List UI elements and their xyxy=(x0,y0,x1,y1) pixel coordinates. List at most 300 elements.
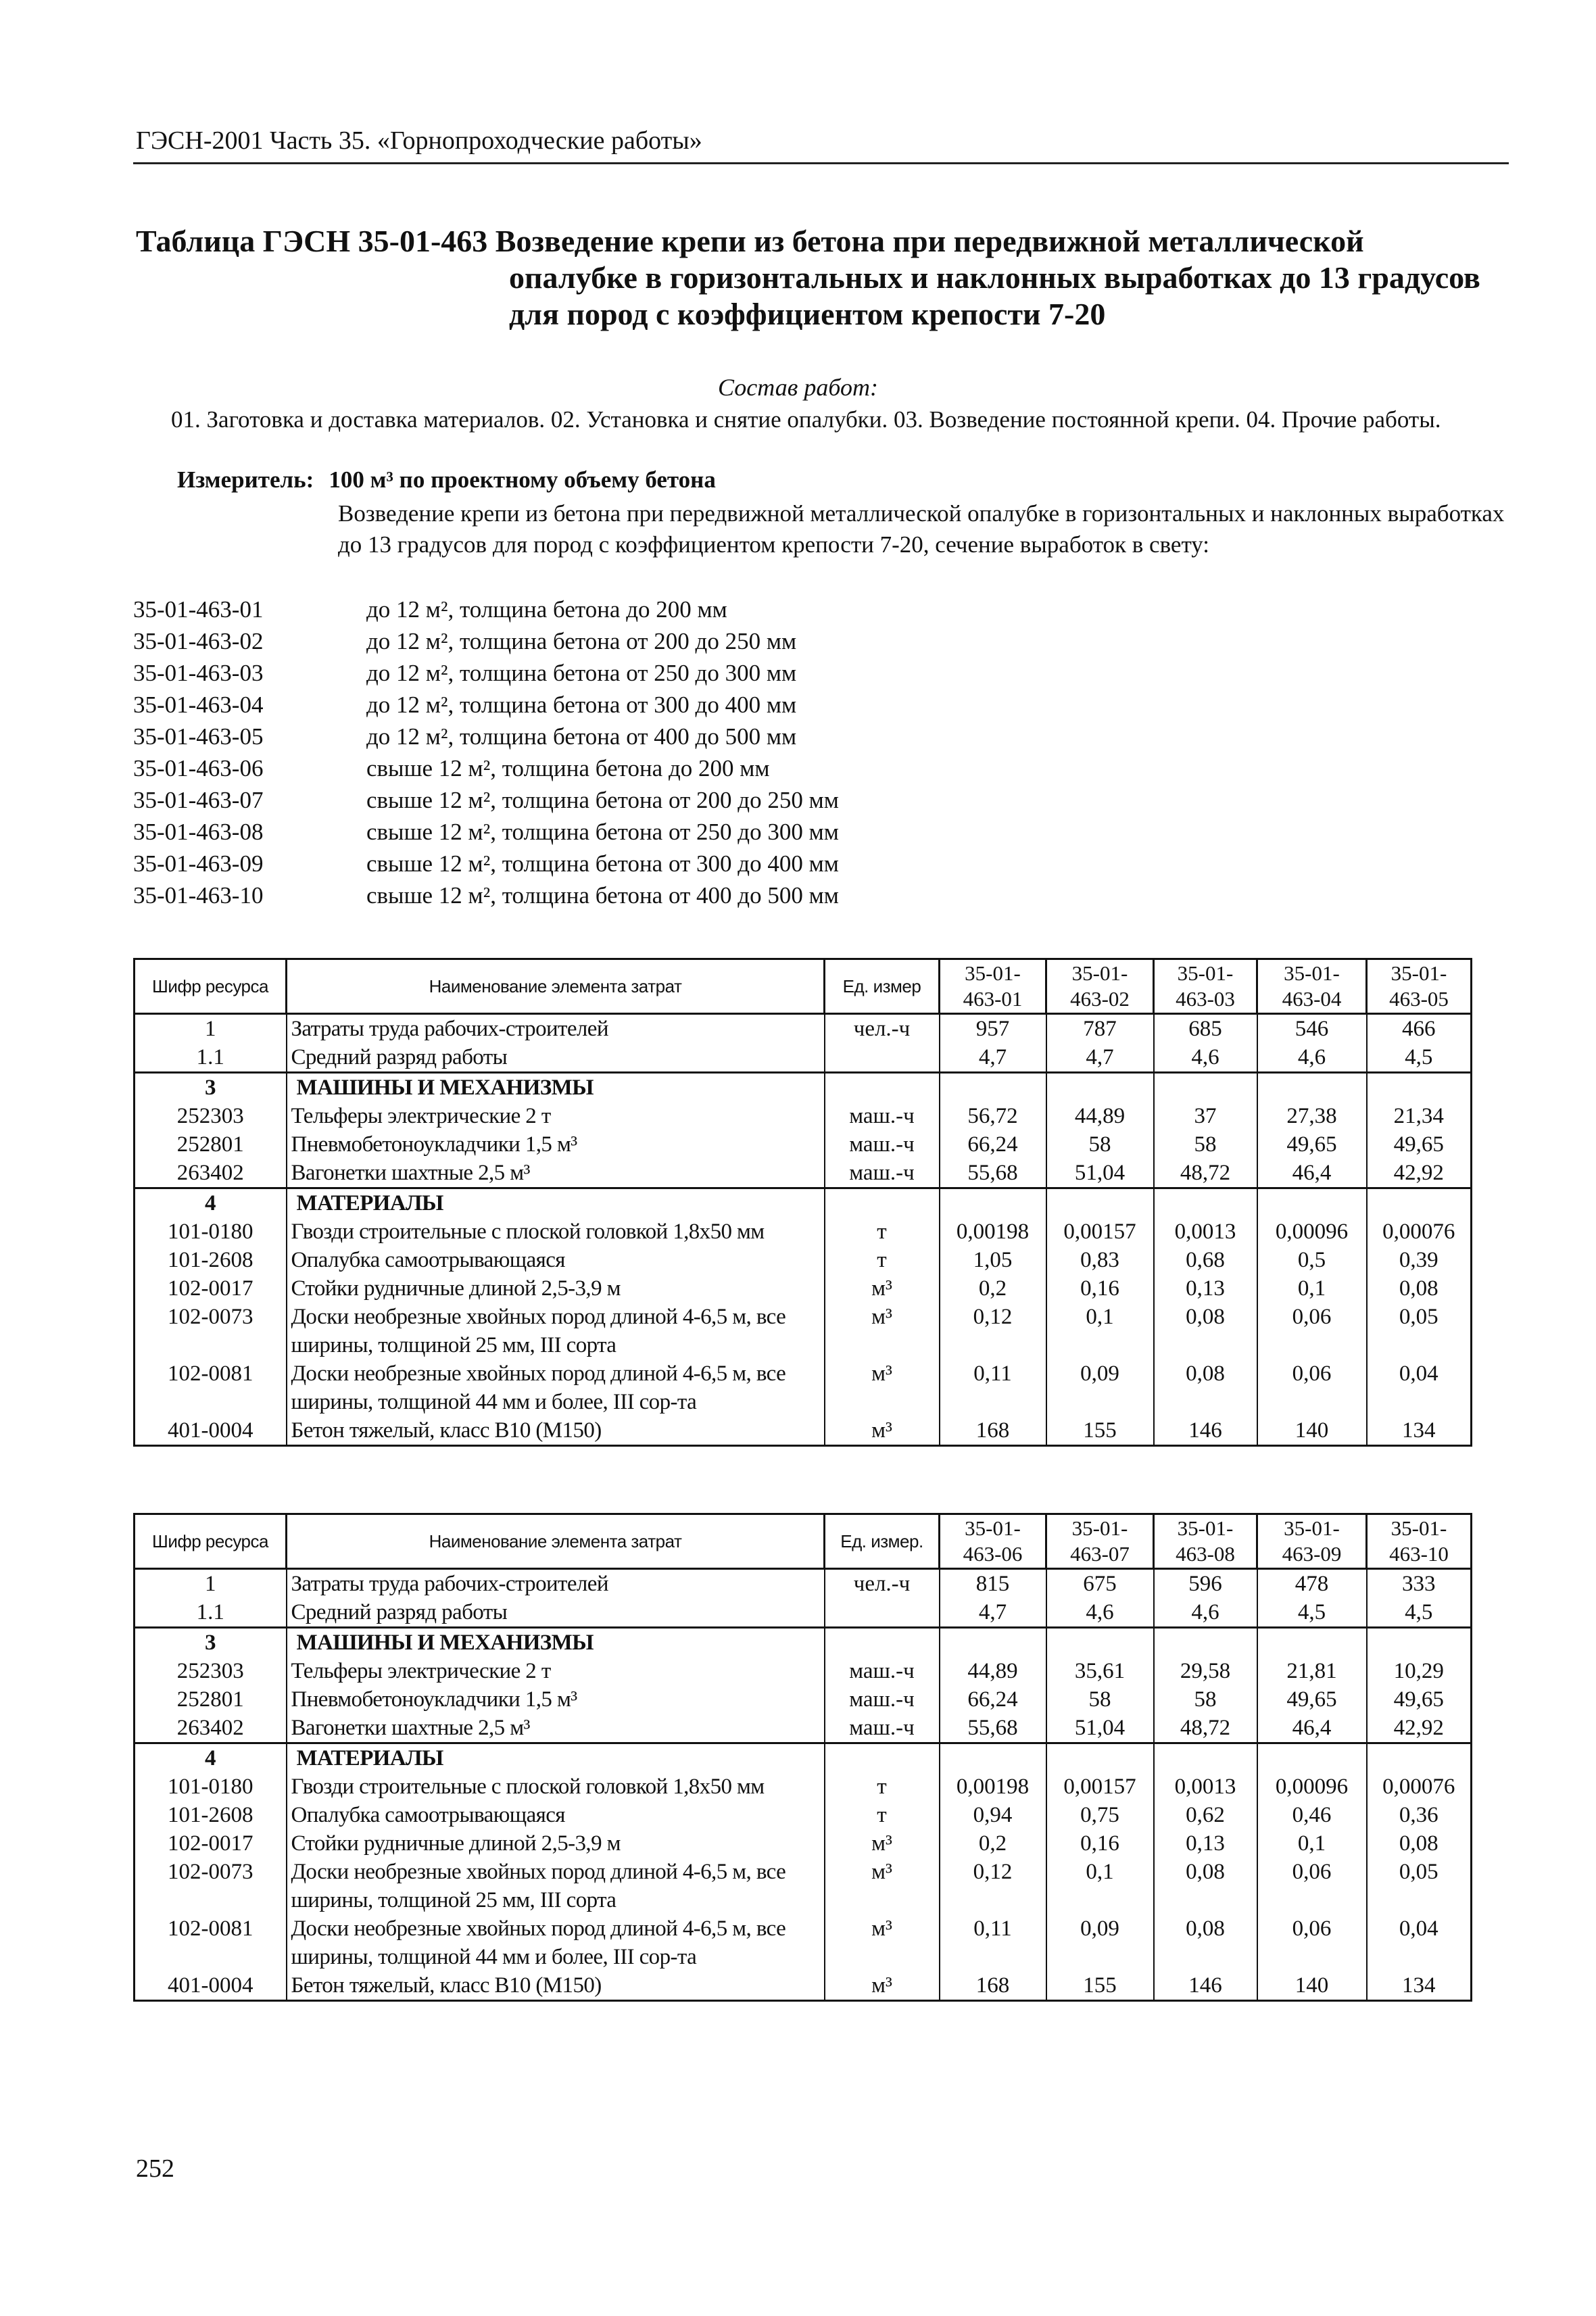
table-section xyxy=(135,1628,1472,1743)
resource-value xyxy=(1154,1743,1257,1773)
resource-value: 35,61 xyxy=(1046,1657,1154,1685)
resource-value: 0,1 xyxy=(1046,1858,1154,1914)
resource-name: Тельферы электрические 2 т xyxy=(287,1657,825,1685)
resource-name: Средний разряд работы xyxy=(287,1043,825,1073)
table-row xyxy=(135,1657,1472,1685)
resource-value: 0,1 xyxy=(1046,1303,1154,1359)
resource-code: 102-0017 xyxy=(135,1274,287,1303)
resource-value: 4,6 xyxy=(1257,1043,1367,1073)
resource-value: 58 xyxy=(1046,1130,1154,1159)
resource-name: МАТЕРИАЛЫ xyxy=(287,1743,825,1773)
resource-value: 0,04 xyxy=(1367,1359,1472,1416)
resource-unit: м³ xyxy=(825,1829,940,1858)
resource-value: 0,11 xyxy=(940,1914,1046,1971)
resource-value: 675 xyxy=(1046,1569,1154,1599)
resource-value: 1,05 xyxy=(940,1246,1046,1274)
resource-unit xyxy=(825,1073,940,1103)
resource-value: 0,08 xyxy=(1367,1829,1472,1858)
resource-value: 21,81 xyxy=(1257,1657,1367,1685)
resource-value: 58 xyxy=(1046,1685,1154,1714)
resource-unit xyxy=(825,1743,940,1773)
resource-code: 101-0180 xyxy=(135,1217,287,1246)
norm-code-item xyxy=(133,879,839,911)
resource-value: 0,11 xyxy=(940,1359,1046,1416)
norm-code-item xyxy=(133,752,839,784)
resource-value: 44,89 xyxy=(1046,1102,1154,1130)
resource-value: 0,2 xyxy=(940,1274,1046,1303)
resource-value xyxy=(940,1628,1046,1658)
resource-value xyxy=(1367,1188,1472,1218)
resource-value xyxy=(1046,1628,1154,1658)
resource-value: 0,46 xyxy=(1257,1801,1367,1829)
norm-description: Возведение крепи из бетона при передвижной металлической опалубке в горизонтальных и наклонных выработках до 13 градусов для пород с коэффициентом крепости 7-20, сечение выработок в свету: xyxy=(338,500,1505,558)
resource-unit: маш.-ч xyxy=(825,1102,940,1130)
resource-value: 0,06 xyxy=(1257,1303,1367,1359)
resource-code: 102-0081 xyxy=(135,1359,287,1416)
norm-code-text: свыше 12 м², толщина бетона от 250 до 300 мм xyxy=(366,819,839,845)
norm-code-text: свыше 12 м², толщина бетона от 400 до 500 мм xyxy=(366,882,839,909)
norm-code: 35-01-463-07 xyxy=(133,787,264,813)
table-row xyxy=(135,1801,1472,1829)
resource-value: 0,16 xyxy=(1046,1274,1154,1303)
resource-unit: м³ xyxy=(825,1359,940,1416)
norm-code-item xyxy=(133,848,839,879)
table-section xyxy=(135,1188,1472,1446)
resource-code: 4 xyxy=(135,1188,287,1218)
resource-value: 4,6 xyxy=(1154,1598,1257,1628)
resource-code: 401-0004 xyxy=(135,1416,287,1446)
table-row xyxy=(135,1014,1472,1044)
table-row xyxy=(135,1971,1472,2001)
resource-value: 140 xyxy=(1257,1971,1367,2001)
resource-value: 0,05 xyxy=(1367,1303,1472,1359)
resource-value: 4,6 xyxy=(1154,1043,1257,1073)
resource-name: Доски необрезные хвойных пород длиной 4-6,5 м, все ширины, толщиной 44 мм и более, III сор-та xyxy=(287,1914,825,1971)
resource-value: 155 xyxy=(1046,1971,1154,2001)
norm-code-text: до 12 м², толщина бетона от 200 до 250 мм xyxy=(366,628,797,654)
resource-unit: м³ xyxy=(825,1858,940,1914)
resource-value: 0,06 xyxy=(1257,1359,1367,1416)
table-row xyxy=(135,1914,1472,1971)
resource-value: 4,5 xyxy=(1257,1598,1367,1628)
resource-unit: м³ xyxy=(825,1303,940,1359)
header-norm-code: 35-01- 463-02 xyxy=(1046,959,1154,1014)
norm-code: 35-01-463-09 xyxy=(133,850,264,877)
resource-name: Пневмобетоноукладчики 1,5 м³ xyxy=(287,1685,825,1714)
resource-value xyxy=(940,1188,1046,1218)
resource-value: 0,06 xyxy=(1257,1858,1367,1914)
resource-value: 0,12 xyxy=(940,1858,1046,1914)
resource-name: МАТЕРИАЛЫ xyxy=(287,1188,825,1218)
resource-value xyxy=(1257,1628,1367,1658)
resource-value: 49,65 xyxy=(1367,1130,1472,1159)
resource-value: 155 xyxy=(1046,1416,1154,1446)
norm-code-item xyxy=(133,721,839,752)
table-row xyxy=(135,1043,1472,1073)
resource-value: 0,00096 xyxy=(1257,1217,1367,1246)
resource-value: 146 xyxy=(1154,1416,1257,1446)
header-code: Шифр ресурса xyxy=(135,1514,287,1569)
resource-value xyxy=(1046,1073,1154,1103)
resource-value: 0,08 xyxy=(1154,1858,1257,1914)
resource-value: 4,7 xyxy=(1046,1043,1154,1073)
resource-value: 140 xyxy=(1257,1416,1367,1446)
resource-value: 134 xyxy=(1367,1971,1472,2001)
norm-code: 35-01-463-10 xyxy=(133,882,264,909)
resource-value: 0,2 xyxy=(940,1829,1046,1858)
resource-table-2 xyxy=(133,1513,1472,2002)
table-row xyxy=(135,1130,1472,1159)
header-norm-code: 35-01- 463-05 xyxy=(1367,959,1472,1014)
resource-value: 0,83 xyxy=(1046,1246,1154,1274)
resource-unit xyxy=(825,1628,940,1658)
resource-value: 0,08 xyxy=(1154,1359,1257,1416)
resource-code: 3 xyxy=(135,1628,287,1658)
resource-value: 0,00198 xyxy=(940,1772,1046,1801)
page-number: 252 xyxy=(136,2154,174,2183)
norm-code-item xyxy=(133,689,839,721)
resource-code: 1 xyxy=(135,1569,287,1599)
norm-code-list xyxy=(133,594,839,911)
resource-code: 263402 xyxy=(135,1714,287,1743)
resource-code: 263402 xyxy=(135,1159,287,1188)
resource-value: 168 xyxy=(940,1416,1046,1446)
table-title xyxy=(136,223,1515,333)
resource-value: 58 xyxy=(1154,1685,1257,1714)
resource-unit: т xyxy=(825,1801,940,1829)
resource-name: Вагонетки шахтные 2,5 м³ xyxy=(287,1159,825,1188)
table-section xyxy=(135,1073,1472,1188)
norm-code-text: свыше 12 м², толщина бетона от 300 до 400 мм xyxy=(366,850,839,877)
header-code: Шифр ресурса xyxy=(135,959,287,1014)
norm-code-item xyxy=(133,625,839,657)
resource-name: Доски необрезные хвойных пород длиной 4-6,5 м, все ширины, толщиной 25 мм, III сорта xyxy=(287,1303,825,1359)
norm-code-item xyxy=(133,594,839,625)
resource-value: 957 xyxy=(940,1014,1046,1044)
resource-value: 4,6 xyxy=(1046,1598,1154,1628)
resource-value: 0,36 xyxy=(1367,1801,1472,1829)
resource-unit xyxy=(825,1598,940,1628)
resource-value: 0,06 xyxy=(1257,1914,1367,1971)
table-row xyxy=(135,1598,1472,1628)
resource-value xyxy=(1257,1743,1367,1773)
norm-code-text: свыше 12 м², толщина бетона от 200 до 250 мм xyxy=(366,787,839,813)
resource-value xyxy=(1367,1073,1472,1103)
resource-value: 333 xyxy=(1367,1569,1472,1599)
resource-code: 252801 xyxy=(135,1130,287,1159)
resource-value: 0,68 xyxy=(1154,1246,1257,1274)
resource-value: 29,58 xyxy=(1154,1657,1257,1685)
resource-value xyxy=(1046,1188,1154,1218)
resource-code: 102-0017 xyxy=(135,1829,287,1858)
resource-unit: м³ xyxy=(825,1914,940,1971)
resource-value: 55,68 xyxy=(940,1714,1046,1743)
resource-value xyxy=(1257,1073,1367,1103)
resource-value: 37 xyxy=(1154,1102,1257,1130)
resource-name: Гвозди строительные с плоской головкой 1,8x50 мм xyxy=(287,1217,825,1246)
resource-value xyxy=(1046,1743,1154,1773)
header-unit: Ед. измер. xyxy=(825,1514,940,1569)
resource-value: 48,72 xyxy=(1154,1714,1257,1743)
norm-code-text: до 12 м², толщина бетона от 300 до 400 мм xyxy=(366,692,797,718)
resource-code: 252801 xyxy=(135,1685,287,1714)
resource-value: 0,00157 xyxy=(1046,1217,1154,1246)
resource-unit: т xyxy=(825,1217,940,1246)
norm-code-item xyxy=(133,816,839,848)
measure-label: Измеритель: xyxy=(177,466,314,493)
resource-name: Гвозди строительные с плоской головкой 1,8x50 мм xyxy=(287,1772,825,1801)
header-norm-code: 35-01- 463-07 xyxy=(1046,1514,1154,1569)
resource-value: 0,00157 xyxy=(1046,1772,1154,1801)
resource-value: 0,13 xyxy=(1154,1829,1257,1858)
resource-unit: маш.-ч xyxy=(825,1130,940,1159)
table-row xyxy=(135,1416,1472,1446)
resource-value: 815 xyxy=(940,1569,1046,1599)
resource-name: МАШИНЫ И МЕХАНИЗМЫ xyxy=(287,1628,825,1658)
resource-value xyxy=(1367,1628,1472,1658)
resource-value: 48,72 xyxy=(1154,1159,1257,1188)
resource-value: 10,29 xyxy=(1367,1657,1472,1685)
table-row xyxy=(135,1246,1472,1274)
resource-value: 0,09 xyxy=(1046,1914,1154,1971)
resource-value: 49,65 xyxy=(1257,1685,1367,1714)
resource-code: 252303 xyxy=(135,1102,287,1130)
resource-name: Доски необрезные хвойных пород длиной 4-6,5 м, все ширины, толщиной 25 мм, III сорта xyxy=(287,1858,825,1914)
table-header-row xyxy=(135,1514,1472,1569)
table-row xyxy=(135,1073,1472,1103)
table-row xyxy=(135,1743,1472,1773)
norm-code: 35-01-463-03 xyxy=(133,660,264,686)
resource-name: Бетон тяжелый, класс В10 (М150) xyxy=(287,1416,825,1446)
resource-code: 252303 xyxy=(135,1657,287,1685)
norm-code: 35-01-463-05 xyxy=(133,723,264,750)
norm-code-item xyxy=(133,657,839,689)
resource-name: Опалубка самоотрывающаяся xyxy=(287,1246,825,1274)
resource-value: 0,00076 xyxy=(1367,1217,1472,1246)
norm-code: 35-01-463-02 xyxy=(133,628,264,654)
work-composition-heading: Состав работ: xyxy=(718,374,878,401)
resource-code: 1.1 xyxy=(135,1043,287,1073)
table-section xyxy=(135,1743,1472,2001)
table-section xyxy=(135,1014,1472,1073)
header-norm-code: 35-01- 463-10 xyxy=(1367,1514,1472,1569)
header-norm-code: 35-01- 463-01 xyxy=(940,959,1046,1014)
resource-unit: м³ xyxy=(825,1971,940,2001)
resource-name: Доски необрезные хвойных пород длиной 4-6,5 м, все ширины, толщиной 44 мм и более, III сор-та xyxy=(287,1359,825,1416)
resource-name: Средний разряд работы xyxy=(287,1598,825,1628)
table-row xyxy=(135,1772,1472,1801)
resource-value: 0,00076 xyxy=(1367,1772,1472,1801)
resource-value: 0,16 xyxy=(1046,1829,1154,1858)
norm-code: 35-01-463-01 xyxy=(133,596,264,623)
table-row xyxy=(135,1303,1472,1359)
header-unit: Ед. измер xyxy=(825,959,940,1014)
resource-name: Опалубка самоотрывающаяся xyxy=(287,1801,825,1829)
resource-value: 0,1 xyxy=(1257,1829,1367,1858)
table-row xyxy=(135,1569,1472,1599)
resource-value: 0,94 xyxy=(940,1801,1046,1829)
resource-value: 4,7 xyxy=(940,1598,1046,1628)
resource-unit: т xyxy=(825,1246,940,1274)
resource-value: 4,7 xyxy=(940,1043,1046,1073)
measure-value: 100 м³ по проектному объему бетона xyxy=(329,466,716,493)
resource-code: 102-0073 xyxy=(135,1858,287,1914)
resource-value xyxy=(940,1073,1046,1103)
resource-value: 21,34 xyxy=(1367,1102,1472,1130)
resource-name: Затраты труда рабочих-строителей xyxy=(287,1569,825,1599)
resource-value: 0,00198 xyxy=(940,1217,1046,1246)
running-header: ГЭСН-2001 Часть 35. «Горнопроходческие работы» xyxy=(136,126,702,155)
resource-value: 27,38 xyxy=(1257,1102,1367,1130)
resource-code: 1.1 xyxy=(135,1598,287,1628)
resource-value xyxy=(1367,1743,1472,1773)
resource-code: 3 xyxy=(135,1073,287,1103)
norm-code-text: до 12 м², толщина бетона от 250 до 300 мм xyxy=(366,660,797,686)
resource-value: 51,04 xyxy=(1046,1159,1154,1188)
resource-value: 49,65 xyxy=(1367,1685,1472,1714)
norm-code: 35-01-463-04 xyxy=(133,692,264,718)
resource-value: 168 xyxy=(940,1971,1046,2001)
resource-value: 51,04 xyxy=(1046,1714,1154,1743)
resource-value xyxy=(1154,1188,1257,1218)
resource-name: Тельферы электрические 2 т xyxy=(287,1102,825,1130)
resource-value: 787 xyxy=(1046,1014,1154,1044)
norm-code-text: до 12 м², толщина бетона до 200 мм xyxy=(366,596,727,623)
resource-name: Вагонетки шахтные 2,5 м³ xyxy=(287,1714,825,1743)
resource-value: 478 xyxy=(1257,1569,1367,1599)
resource-value: 146 xyxy=(1154,1971,1257,2001)
title-line-1: Таблица ГЭСН 35-01-463 Возведение крепи из бетона при передвижной металлической xyxy=(136,224,1364,258)
resource-value: 66,24 xyxy=(940,1130,1046,1159)
table-row xyxy=(135,1188,1472,1218)
resource-name: Стойки рудничные длиной 2,5-3,9 м xyxy=(287,1829,825,1858)
resource-value: 0,08 xyxy=(1154,1303,1257,1359)
resource-value: 0,0013 xyxy=(1154,1772,1257,1801)
header-name: Наименование элемента затрат xyxy=(287,959,825,1014)
resource-value: 596 xyxy=(1154,1569,1257,1599)
resource-value: 0,12 xyxy=(940,1303,1046,1359)
resource-value: 42,92 xyxy=(1367,1159,1472,1188)
resource-value: 44,89 xyxy=(940,1657,1046,1685)
resource-code: 101-2608 xyxy=(135,1246,287,1274)
table-row xyxy=(135,1628,1472,1658)
header-name: Наименование элемента затрат xyxy=(287,1514,825,1569)
resource-value: 0,0013 xyxy=(1154,1217,1257,1246)
header-norm-code: 35-01- 463-03 xyxy=(1154,959,1257,1014)
resource-value: 546 xyxy=(1257,1014,1367,1044)
header-norm-code: 35-01- 463-04 xyxy=(1257,959,1367,1014)
resource-value: 0,1 xyxy=(1257,1274,1367,1303)
resource-code: 1 xyxy=(135,1014,287,1044)
resource-code: 401-0004 xyxy=(135,1971,287,2001)
resource-code: 4 xyxy=(135,1743,287,1773)
header-norm-code: 35-01- 463-06 xyxy=(940,1514,1046,1569)
table-row xyxy=(135,1274,1472,1303)
resource-table-1 xyxy=(133,958,1472,1447)
resource-value xyxy=(1154,1073,1257,1103)
resource-name: Пневмобетоноукладчики 1,5 м³ xyxy=(287,1130,825,1159)
norm-code-item xyxy=(133,784,839,816)
resource-value: 46,4 xyxy=(1257,1159,1367,1188)
resource-value: 42,92 xyxy=(1367,1714,1472,1743)
resource-value: 56,72 xyxy=(940,1102,1046,1130)
title-line-2: опалубке в горизонтальных и наклонных выработках до 13 градусов для пород с коэффициентом крепости 7-20 xyxy=(509,260,1480,331)
resource-value: 0,08 xyxy=(1154,1914,1257,1971)
table-row xyxy=(135,1217,1472,1246)
norm-code: 35-01-463-08 xyxy=(133,819,264,845)
resource-value: 0,09 xyxy=(1046,1359,1154,1416)
resource-unit: м³ xyxy=(825,1416,940,1446)
header-norm-code: 35-01- 463-08 xyxy=(1154,1514,1257,1569)
resource-value: 0,62 xyxy=(1154,1801,1257,1829)
resource-value: 4,5 xyxy=(1367,1043,1472,1073)
resource-value: 66,24 xyxy=(940,1685,1046,1714)
resource-name: Бетон тяжелый, класс В10 (М150) xyxy=(287,1971,825,2001)
resource-value: 0,13 xyxy=(1154,1274,1257,1303)
resource-unit: чел.-ч xyxy=(825,1014,940,1044)
resource-value: 0,39 xyxy=(1367,1246,1472,1274)
resource-unit: маш.-ч xyxy=(825,1159,940,1188)
resource-value: 49,65 xyxy=(1257,1130,1367,1159)
resource-code: 102-0073 xyxy=(135,1303,287,1359)
resource-name: Затраты труда рабочих-строителей xyxy=(287,1014,825,1044)
resource-value: 685 xyxy=(1154,1014,1257,1044)
resource-value: 0,75 xyxy=(1046,1801,1154,1829)
resource-value: 0,05 xyxy=(1367,1858,1472,1914)
resource-value: 55,68 xyxy=(940,1159,1046,1188)
norm-code: 35-01-463-06 xyxy=(133,755,264,781)
resource-value xyxy=(940,1743,1046,1773)
table-row xyxy=(135,1359,1472,1416)
table-row xyxy=(135,1829,1472,1858)
table-row xyxy=(135,1102,1472,1130)
resource-code: 101-0180 xyxy=(135,1772,287,1801)
table-row xyxy=(135,1159,1472,1188)
resource-value: 4,5 xyxy=(1367,1598,1472,1628)
resource-value: 134 xyxy=(1367,1416,1472,1446)
norm-code-text: свыше 12 м², толщина бетона до 200 мм xyxy=(366,755,770,781)
resource-unit: маш.-ч xyxy=(825,1657,940,1685)
table-row xyxy=(135,1685,1472,1714)
resource-unit: м³ xyxy=(825,1274,940,1303)
table-section xyxy=(135,1569,1472,1628)
resource-value: 466 xyxy=(1367,1014,1472,1044)
table-header-row xyxy=(135,959,1472,1014)
resource-code: 102-0081 xyxy=(135,1914,287,1971)
resource-value: 46,4 xyxy=(1257,1714,1367,1743)
resource-value xyxy=(1257,1188,1367,1218)
resource-unit xyxy=(825,1043,940,1073)
resource-value xyxy=(1154,1628,1257,1658)
resource-name: МАШИНЫ И МЕХАНИЗМЫ xyxy=(287,1073,825,1103)
resource-unit: маш.-ч xyxy=(825,1685,940,1714)
resource-unit: чел.-ч xyxy=(825,1569,940,1599)
resource-unit: маш.-ч xyxy=(825,1714,940,1743)
resource-unit: т xyxy=(825,1772,940,1801)
measure-unit xyxy=(177,466,716,493)
header-norm-code: 35-01- 463-09 xyxy=(1257,1514,1367,1569)
work-composition-text: 01. Заготовка и доставка материалов. 02. Установка и снятие опалубки. 03. Возведение постоянной крепи. 04. Прочие работы. xyxy=(171,406,1441,433)
resource-value: 0,04 xyxy=(1367,1914,1472,1971)
resource-value: 0,00096 xyxy=(1257,1772,1367,1801)
resource-value: 0,5 xyxy=(1257,1246,1367,1274)
table-row xyxy=(135,1714,1472,1743)
table-row xyxy=(135,1858,1472,1914)
resource-unit xyxy=(825,1188,940,1218)
resource-code: 101-2608 xyxy=(135,1801,287,1829)
header-rule xyxy=(133,162,1509,164)
norm-code-text: до 12 м², толщина бетона от 400 до 500 мм xyxy=(366,723,797,750)
